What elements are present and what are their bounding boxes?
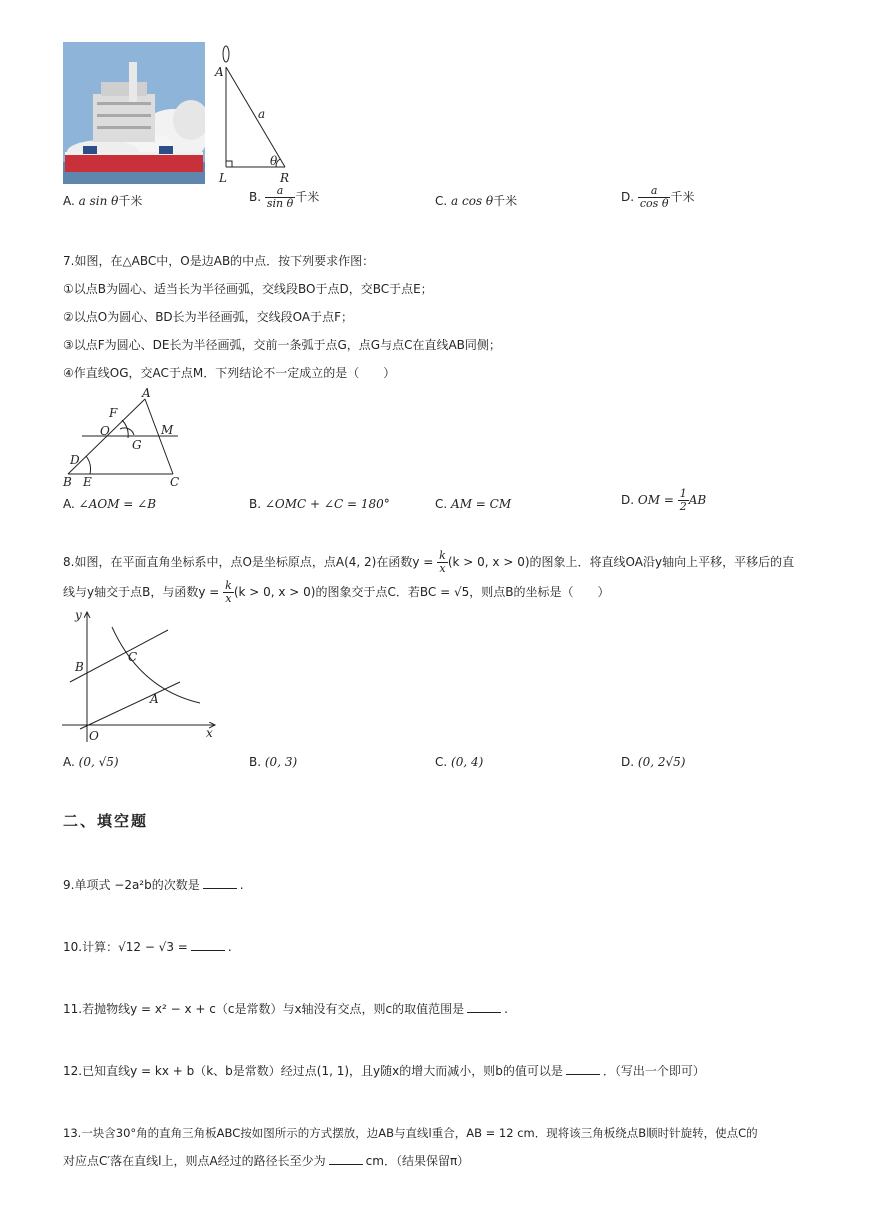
q7-option-a[interactable]: A. ∠AOM = ∠B xyxy=(63,497,157,511)
q7-step-3: ③以点F为圆心、DE长为半径画弧，交前一条弧于点G，点G与点C在直线AB同侧； xyxy=(63,338,501,352)
label-D: D xyxy=(70,453,80,467)
answer-blank[interactable] xyxy=(467,1001,501,1013)
q8-option-b[interactable]: B. (0, 3) xyxy=(249,755,298,769)
label-E: E xyxy=(83,475,92,489)
answer-blank[interactable] xyxy=(566,1063,600,1075)
q7-option-b[interactable]: B. ∠OMC + ∠C = 180° xyxy=(249,497,390,511)
label-theta: θ xyxy=(270,154,278,168)
q8-option-d[interactable]: D. (0, 2√5) xyxy=(621,755,686,769)
label-C: C xyxy=(170,475,180,489)
q9: 9.单项式 −2a²b的次数是 . xyxy=(63,878,244,892)
q8-stem-line-2: 线与y轴交于点B，与函数y = $\frac{k}{x}$ (k > 0, x > 0)的图象交于点C．若BC = √5，则点B的坐标是（ ） xyxy=(63,579,610,605)
q7-step-4: ④作直线OG，交AC于点M．下列结论不一定成立的是（ ） xyxy=(63,366,396,380)
rocket-triangle-figure xyxy=(210,40,300,185)
answer-blank[interactable] xyxy=(203,877,237,889)
q6-option-b[interactable]: B. $\frac{a}{\text{sin θ}}$ 千米 xyxy=(249,184,320,210)
fraction: $\frac{k}{x}$ xyxy=(225,579,232,605)
q7-triangle-figure xyxy=(60,385,190,490)
q11: 11.若抛物线y = x² − x + c（c是常数）与x轴没有交点，则c的取值范围是 . xyxy=(63,1002,508,1016)
label-y: y xyxy=(75,608,82,622)
q7-stem: 7.如图，在△ABC中，O是边AB的中点．按下列要求作图： xyxy=(63,254,375,268)
section-heading: 二、填空题 xyxy=(63,812,149,830)
q8-option-a[interactable]: A. (0, √5) xyxy=(63,755,119,769)
label-R: R xyxy=(280,171,290,185)
label-L: L xyxy=(219,171,227,185)
label-A: A xyxy=(142,386,151,400)
q13-line-1: 13.一块含30°角的直角三角板ABC按如图所示的方式摆放，边AB与直线l重合，AB = 12 cm．现将该三角板绕点B顺时针旋转，使点C的 xyxy=(63,1126,758,1140)
q8-option-c[interactable]: C. (0, 4) xyxy=(435,755,484,769)
label-A: A xyxy=(150,692,159,706)
q10: 10.计算：√12 − √3 = . xyxy=(63,940,232,954)
q7-option-c[interactable]: C. AM = CM xyxy=(435,497,512,511)
label-O: O xyxy=(89,729,99,743)
answer-blank[interactable] xyxy=(329,1153,363,1165)
label-a: a xyxy=(258,107,266,121)
q13-line-2: 对应点C′落在直线l上，则点A经过的路径长至少为 cm．（结果保留π） xyxy=(63,1154,470,1168)
label-C: C xyxy=(128,650,138,664)
q6-option-c[interactable]: C. a cos θ千米 xyxy=(435,194,518,208)
label-M: M xyxy=(161,423,174,437)
q7-step-1: ①以点B为圆心、适当长为半径画弧，交线段BO于点D，交BC于点E； xyxy=(63,282,433,296)
q7-step-2: ②以点O为圆心、BD长为半径画弧，交线段OA于点F； xyxy=(63,310,354,324)
label-B: B xyxy=(63,475,72,489)
label-A: A xyxy=(215,65,224,79)
q8-coordinate-figure xyxy=(60,607,220,747)
label-F: F xyxy=(109,406,118,420)
label-x: x xyxy=(206,726,213,740)
q7-option-d[interactable]: D. OM = $\frac{1}{2}$ AB xyxy=(621,487,707,513)
fraction: $\frac{a}{\text{cos θ}}$ xyxy=(639,184,669,210)
label-G: G xyxy=(132,438,142,452)
rocket-photo xyxy=(63,42,205,184)
q8-stem-line-1: 8.如图，在平面直角坐标系中，点O是坐标原点，点A(4, 2)在函数y = $\frac{k}{x}$ (k > 0, x > 0)的图象上．将直线OA沿y轴向上平移，平移后的直 xyxy=(63,549,795,575)
q12: 12.已知直线y = kx + b（k、b是常数）经过点(1, 1)，且y随x的增大而减小，则b的值可以是 ．（写出一个即可） xyxy=(63,1064,705,1078)
answer-blank[interactable] xyxy=(191,939,225,951)
label-O: O xyxy=(100,424,110,438)
label-B: B xyxy=(75,660,84,674)
fraction: $\frac{a}{\text{sin θ}}$ xyxy=(266,184,294,210)
q6-option-d[interactable]: D. $\frac{a}{\text{cos θ}}$ 千米 xyxy=(621,184,695,210)
fraction: $\frac{k}{x}$ xyxy=(439,549,446,575)
q6-option-a[interactable]: A. a sin θ千米 xyxy=(63,194,143,208)
fraction: $\frac{1}{2}$ xyxy=(679,487,687,513)
